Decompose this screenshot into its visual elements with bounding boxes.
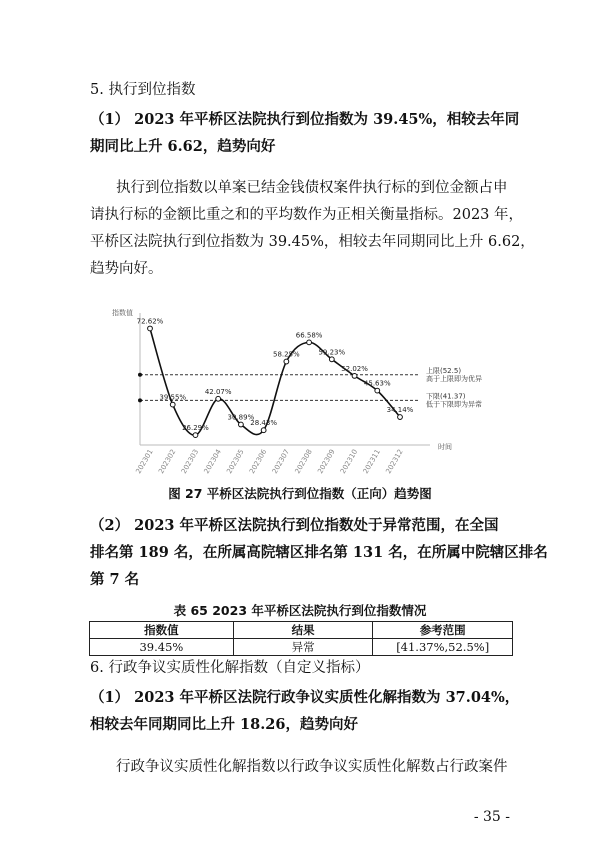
header-reference-range: 参考范围 <box>373 622 513 639</box>
data-label-202312: 34.14% <box>386 406 414 415</box>
index-table <box>89 621 513 656</box>
data-label-202304: 42.07% <box>204 387 232 396</box>
cell-reference-range: [41.37%,52.5%] <box>373 639 513 656</box>
finding-1-line-2: 期同比上升 6.62，趋势向好 <box>90 138 276 155</box>
data-label-202301: 72.62% <box>136 317 164 326</box>
definition-line-3: 平桥区法院执行到位指数为 39.45%，相较去年同期同比上升 6.62， <box>90 234 535 250</box>
data-label-202309: 59.23% <box>318 348 346 357</box>
lower-limit-label: 下限(41.37) <box>426 392 466 401</box>
data-point-202311 <box>375 388 380 393</box>
data-point-202306 <box>261 428 266 433</box>
trend-chart <box>110 305 495 475</box>
data-point-202305 <box>239 422 244 427</box>
section-heading-5: 5. 执行到位指数 <box>90 82 196 98</box>
definition-line-1: 执行到位指数以单案已结金钱债权案件执行标的到位金额占申 <box>116 180 508 196</box>
x-tick-202305: 202305 <box>225 448 246 475</box>
x-tick-202306: 202306 <box>248 448 269 475</box>
finding-2-line-2: 排名第 189 名，在所属高院辖区排名第 131 名，在所属中院辖区排名 <box>90 544 548 561</box>
data-label-202303: 26.29% <box>182 424 209 433</box>
upper-limit-note: 高于上限即为优异 <box>426 374 482 383</box>
figure-caption: 图 27 平桥区法院执行到位指数（正向）趋势图 <box>168 486 432 501</box>
next-definition-line-1: 行政争议实质性化解指数以行政争议实质性化解数占行政案件 <box>116 759 508 775</box>
x-axis-label: 时间 <box>438 443 452 451</box>
lower-limit-marker <box>138 398 142 402</box>
definition-line-4: 趋势向好。 <box>90 261 163 277</box>
page-number: - 35 - <box>473 809 510 825</box>
data-point-202302 <box>170 402 175 407</box>
header-index-value: 指数值 <box>90 622 234 639</box>
data-label-202310: 52.02% <box>341 364 368 373</box>
cell-index-value: 39.45% <box>90 639 234 656</box>
finding-3-line-1: （1） 2023 年平桥区法院行政争议实质性化解指数为 37.04%， <box>90 689 520 706</box>
x-tick-202310: 202310 <box>338 448 360 475</box>
cell-result: 异常 <box>233 639 373 656</box>
upper-limit-label: 上限(52.5) <box>426 366 462 375</box>
upper-limit-marker <box>138 373 142 377</box>
data-point-202312 <box>398 415 403 420</box>
data-point-202310 <box>352 373 357 378</box>
table-row <box>90 639 513 656</box>
data-label-202311: 45.63% <box>363 379 391 388</box>
header-result: 结果 <box>233 622 373 639</box>
data-label-202308: 66.58% <box>295 331 323 340</box>
data-point-202301 <box>148 326 153 331</box>
data-label-202305: 30.89% <box>227 413 255 422</box>
lower-limit-note: 低于下限即为异常 <box>426 400 482 409</box>
x-tick-202307: 202307 <box>270 448 292 475</box>
data-label-202302: 39.55% <box>159 393 187 402</box>
data-point-202308 <box>307 340 312 345</box>
definition-line-2: 请执行标的金额比重之和的平均数作为正相关衡量指标。2023 年， <box>90 207 524 223</box>
finding-1-line-1: （1） 2023 年平桥区法院执行到位指数为 39.45%，相较去年同 <box>90 111 520 128</box>
x-tick-202302: 202302 <box>157 448 178 475</box>
data-point-202307 <box>284 359 289 364</box>
x-tick-202304: 202304 <box>202 448 223 475</box>
x-tick-202303: 202303 <box>179 448 201 475</box>
finding-3-line-2: 相较去年同期同比上升 18.26，趋势向好 <box>90 716 358 733</box>
x-tick-202301: 202301 <box>134 448 155 475</box>
trend-chart-svg <box>110 305 495 475</box>
data-label-202306: 28.43% <box>250 419 277 428</box>
table-header-row <box>90 622 513 639</box>
x-tick-202311: 202311 <box>361 448 383 475</box>
x-tick-202309: 202309 <box>316 448 337 475</box>
data-point-202304 <box>216 396 221 401</box>
data-point-202309 <box>329 357 334 362</box>
section-heading-6: 6. 行政争议实质性化解指数（自定义指标） <box>90 660 370 676</box>
y-axis-label: 指数值 <box>112 309 133 317</box>
finding-2-line-3: 第 7 名 <box>90 571 140 588</box>
table-caption: 表 65 2023 年平桥区法院执行到位指数情况 <box>173 603 427 618</box>
x-tick-202308: 202308 <box>293 448 314 475</box>
data-label-202307: 58.25% <box>273 350 300 359</box>
data-point-202303 <box>193 433 198 438</box>
x-tick-202312: 202312 <box>384 448 405 475</box>
finding-2-line-1: （2） 2023 年平桥区法院执行到位指数处于异常范围，在全国 <box>90 517 499 534</box>
